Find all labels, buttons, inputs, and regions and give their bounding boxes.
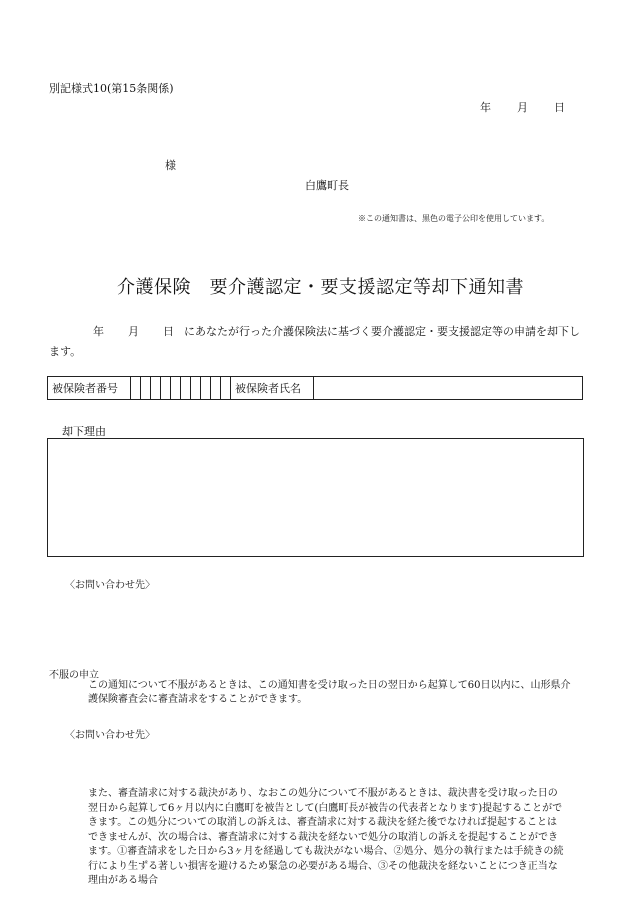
digit-cell [221, 377, 231, 400]
appeal-text: この通知について不服があるときは、この通知書を受け取った日の翌日から起算して60日以内に、山形県介護保険審査会に審査請求をすることができます。 [88, 680, 571, 705]
insured-table [47, 376, 583, 400]
digit-cell [201, 377, 211, 400]
date-month: 月 [517, 101, 528, 114]
date-year: 年 [480, 101, 491, 114]
appeal-heading: 不服の申立 [49, 670, 99, 681]
reason-box [47, 438, 584, 557]
document-title: 介護保険 要介護認定・要支援認定等却下通知書 [117, 277, 524, 298]
insured-name-label: 被保険者氏名 [231, 377, 314, 400]
date-day: 日 [554, 101, 565, 114]
digit-cell [181, 377, 191, 400]
seal-note: ※この通知書は、黒色の電子公印を使用しています。 [358, 214, 550, 223]
issuer-name: 白鷹町長 [305, 179, 349, 192]
lawsuit-text: また、審査請求に対する裁決があり、なおこの処分について不服があるときは、裁決書を受け取った日の翌日から起算して6ヶ月以内に白鷹町を被告として(白鷹町長が被告の代表者となります)提起することができます。この処分についての取消しの訴えは、審査請求に対する裁決を経た後でなければ提起することはできませんが、次の場合は、審査請求に対する裁決を経ないで処分の取消しの訴えを提起することができます。①審査請求をした日から3ヶ月を経過しても裁決がない場合、②処分、処分の執行または手続きの続行により生ずる著しい損害を避けるため緊急の必要がある場合、③その他裁決を経ないことにつき正当な理由がある場合 [88, 788, 564, 886]
inquiry-label-2: 〈お問い合わせ先〉 [65, 730, 155, 741]
digit-cell [161, 377, 171, 400]
digit-cell [171, 377, 181, 400]
insured-name-value [314, 377, 583, 400]
body-month: 月 [128, 325, 139, 338]
inquiry-label-1: 〈お問い合わせ先〉 [65, 580, 155, 591]
digit-cell [151, 377, 161, 400]
digit-cell [211, 377, 221, 400]
recipient-suffix: 様 [165, 159, 176, 172]
reason-label: 却下理由 [62, 425, 106, 438]
body-sentence: にあなたが行った介護保険法に基づく要介護認定・要支援認定等の申請を却下します。 [49, 325, 580, 358]
body-text [49, 322, 589, 362]
body-year: 年 [93, 325, 104, 338]
insured-number-label: 被保険者番号 [48, 377, 131, 400]
issue-date [480, 99, 565, 115]
body-day: 日 [163, 325, 174, 338]
form-number: 別記様式10(第15条関係) [49, 82, 174, 95]
digit-cell [141, 377, 151, 400]
digit-cell [131, 377, 141, 400]
digit-cell [191, 377, 201, 400]
